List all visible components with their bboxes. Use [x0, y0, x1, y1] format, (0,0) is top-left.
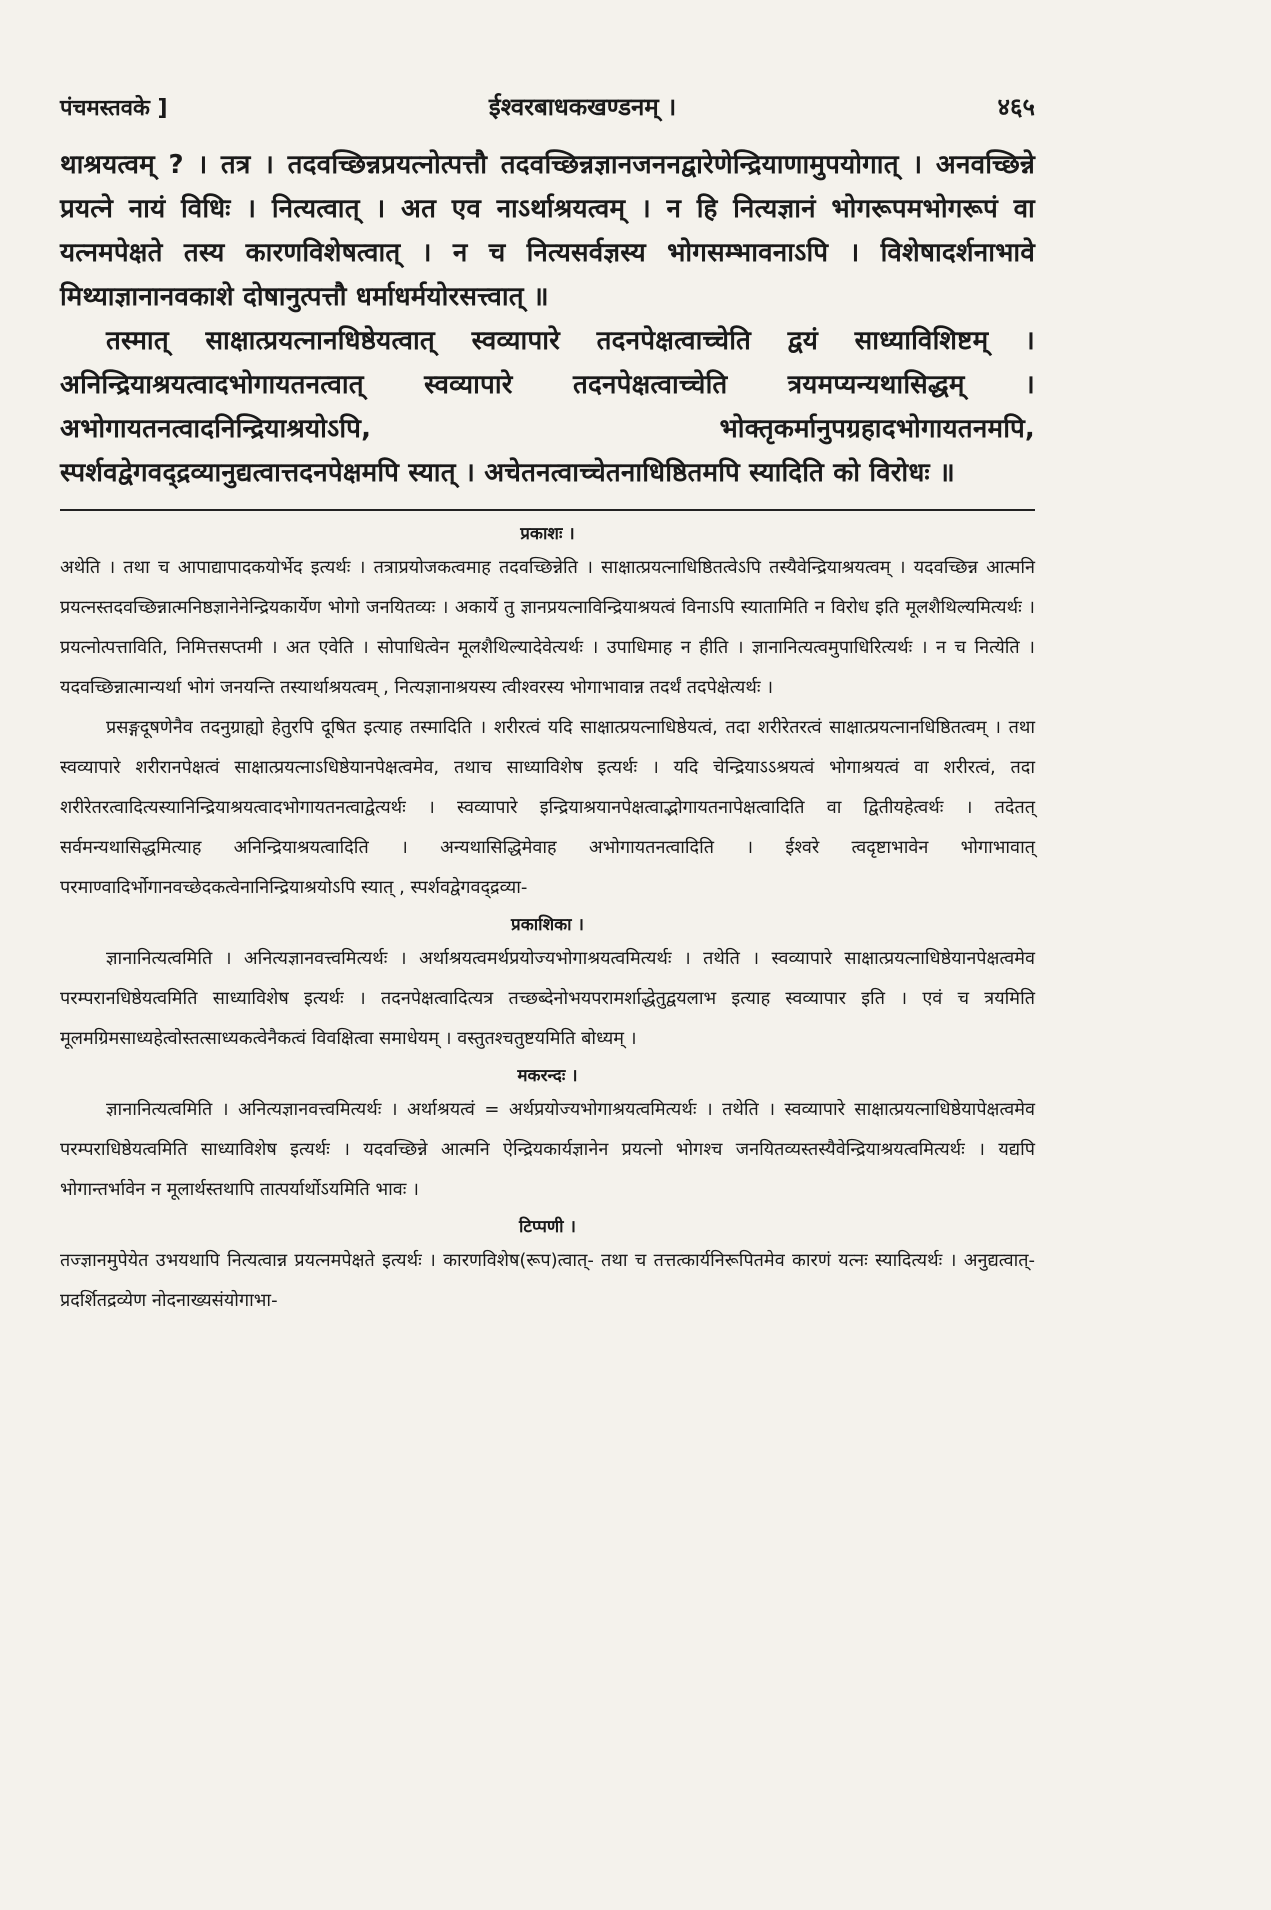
commentary-paragraph: ज्ञानानित्यत्वमिति । अनित्यज्ञानवत्त्वमित्यर्थः । अर्थाश्रयत्वं = अर्थप्रयोज्यभोगाश्रयत्वमित्यर्थः । तथेति । स्वव्यापारे साक्षात्प्रयत्नाधिष्ठेयापेक्षत्वमेव परम्पराधिष्ठेयत्वमिति साध्याविशेष इत्यर्थः । यदवच्छिन्ने आत्मनि ऐन्द्रियकार्यज्ञानेन प्रयत्नो भोगश्च जनयितव्यस्तस्यैवेन्द्रियाश्रयत्वमित्यर्थः । यद्यपि भोगान्तर्भावेन न मूलार्थस्तथापि तात्पर्यार्थोऽयमिति भावः ।	[60, 1099, 1035, 1200]
section-heading-prakasha: प्रकाशः ।	[520, 524, 575, 544]
main-paragraph: थाश्रयत्वम् ? । तत्र । तदवच्छिन्नप्रयत्नोत्पत्तौ तदवच्छिन्नज्ञानजननद्वारेणेन्द्रियाणामुपयोगात् । अनवच्छिन्ने प्रयत्ने नायं विधिः । नित्यत्वात् । अत एव नाऽर्थाश्रयत्वम् । न हि नित्यज्ञानं भोगरूपमभोगरूपं वा यत्नमपेक्षते तस्य कारणविशेषत्वात् । न च नित्यसर्वज्ञस्य भोगसम्भावनाऽपि । विशेषादर्शनाभावे मिथ्याज्ञानानवकाशे दोषानुत्पत्तौ धर्माधर्मयोरसत्त्वात् ॥	[60, 150, 1035, 312]
main-paragraph: तस्मात् साक्षात्प्रयत्नानधिष्ठेयत्वात् स्वव्यापारे तदनपेक्षत्वाच्चेति द्वयं साध्याविशिष्टम् । अनिन्द्रियाश्रयत्वादभोगायतनत्वात् स्वव्यापारे तदनपेक्षत्वाच्चेति त्रयमप्यन्यथासिद्धम् । अभोगायतनत्वादनिन्द्रियाश्रयोऽपि, भोक्तृकर्मानुपग्रहादभोगायतनमपि, स्पर्शवद्वेगवद्द्रव्यानुद्यत्वात्तदनपेक्षमपि स्यात् । अचेतनत्वाच्चेतनाधिष्ठितमपि स्यादिति को विरोधः ॥	[60, 326, 1035, 488]
commentary-paragraph: ज्ञानानित्यत्वमिति । अनित्यज्ञानवत्त्वमित्यर्थः । अर्थाश्रयत्वमर्थप्रयोज्यभोगाश्रयत्वमित्यर्थः । तथेति । स्वव्यापारे साक्षात्प्रयत्नाधिष्ठेयानपेक्षत्वमेव परम्परानधिष्ठेयत्वमिति साध्याविशेष इत्यर्थः । तदनपेक्षत्वादित्यत्र तच्छब्देनोभयपरामर्शाद्धेतुद्वयलाभ इत्याह स्वव्यापार इति । एवं च त्रयमिति मूलमग्रिमसाध्यहेत्वोस्तत्साध्यकत्वेनैकत्वं विवक्षित्वा समाधेयम् । वस्तुतश्चतुष्टयमिति बोध्यम् ।	[60, 948, 1035, 1049]
commentary	[60, 521, 1035, 1321]
header-title: ईश्वरबाधकखण्डनम् ।	[488, 93, 677, 121]
section-heading-prakashika: प्रकाशिका ।	[511, 915, 584, 935]
main-text	[60, 143, 1035, 495]
commentary-paragraph: प्रसङ्गदूषणेनैव तदनुग्राह्यो हेतुरपि दूषित इत्याह तस्मादिति । शरीरत्वं यदि साक्षात्प्रयत्नाधिष्ठेयत्वं, तदा शरीरेतरत्वं साक्षात्प्रयत्नानधिष्ठितत्वम् । तथा स्वव्यापारे शरीरानपेक्षत्वं साक्षात्प्रयत्नाऽधिष्ठेयानपेक्षत्वमेव, तथाच साध्याविशेष इत्यर्थः । यदि चेन्द्रियाऽऽश्रयत्वं भोगाश्रयत्वं वा शरीरत्वं, तदा शरीरेतरत्वादित्यस्यानिन्द्रियाश्रयत्वादभोगायतनत्वाद्वेत्यर्थः । स्वव्यापारे इन्द्रियाश्रयानपेक्षत्वाद्भोगायतनापेक्षत्वादिति वा द्वितीयहेत्वर्थः । तदेतत् सर्वमन्यथासिद्धमित्याह अनिन्द्रियाश्रयत्वादिति । अन्यथासिद्धिमेवाह अभोगायतनत्वादिति । ईश्वरे त्वदृष्टाभावेन भोगाभावात् परमाण्वादिर्भोगानवच्छेदकत्वेनानिन्द्रियाश्रयोऽपि स्यात् , स्पर्शवद्वेगवद्द्रव्या-	[60, 717, 1035, 898]
running-header	[60, 90, 1035, 123]
header-chapter: पंचमस्तवके ]	[60, 96, 168, 121]
section-heading-makaranda: मकरन्दः ।	[517, 1066, 578, 1086]
commentary-paragraph: अथेति । तथा च आपाद्यापादकयोर्भेद इत्यर्थः । तत्राप्रयोजकत्वमाह तदवच्छिन्नेति । साक्षात्प्रयत्नाधिष्ठितत्वेऽपि तस्यैवेन्द्रियाश्रयत्वम् । यदवच्छिन्न आत्मनि प्रयत्नस्तदवच्छिन्नात्मनिष्ठज्ञानेनेन्द्रियकार्येण भोगो जनयितव्यः । अकार्ये तु ज्ञानप्रयत्नाविन्द्रियाश्रयत्वं विनाऽपि स्यातामिति न विरोध इति मूलशैथिल्यमित्यर्थः । प्रयत्नोत्पत्ताविति, निमित्तसप्तमी । अत एवेति । सोपाधित्वेन मूलशैथिल्यादेवेत्यर्थः । उपाधिमाह न हीति । ज्ञानानित्यत्वमुपाधिरित्यर्थः । न च नित्येति । यदवच्छिन्नात्मान्यर्था भोगं जनयन्ति तस्यार्थाश्रयत्वम् , नित्यज्ञानाश्रयस्य त्वीश्वरस्य भोगाभावान्न तदर्थं तदपेक्षेत्यर्थः ।	[60, 557, 1035, 698]
section-heading-tippani: टिप्पणी ।	[519, 1217, 576, 1237]
page-number: ४६५	[997, 93, 1035, 121]
commentary-paragraph: तज्ज्ञानमुपेयेत उभयथापि नित्यत्वान्न प्रयत्नमपेक्षते इत्यर्थः । कारणविशेष(रूप)त्वात्- तथा च तत्तत्कार्यनिरूपितमेव कारणं यत्नः स्यादित्यर्थः । अनुद्यत्वात्- प्रदर्शितद्रव्येण नोदनाख्यसंयोगाभा-	[60, 1250, 1035, 1311]
divider	[60, 509, 1035, 511]
book-page	[60, 90, 1035, 1321]
